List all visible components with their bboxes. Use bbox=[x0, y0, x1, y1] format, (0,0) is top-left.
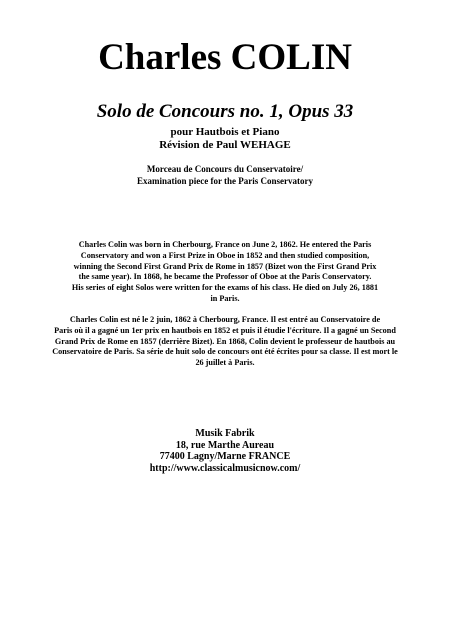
bio-en-line: His series of eight Solos were written for the exams of his class. He died on July 26, 1881 bbox=[71, 283, 379, 293]
bio-fr-line: Grand Prix de Rome en 1857 (derrière Bizet). En 1868, Colin devient le professeur de hautbois au bbox=[54, 336, 396, 346]
publisher-name: Musik Fabrik bbox=[195, 428, 255, 439]
publisher-url[interactable]: http://www.classicalmusicnow.com/ bbox=[149, 462, 301, 474]
bio-fr-line: 26 juillet à Paris. bbox=[195, 358, 255, 368]
composer-name: Charles COLIN bbox=[98, 37, 352, 78]
bio-fr-line: Charles Colin est né le 2 juin, 1862 à Cherbourg, France. Il est entré au Conservatoire de bbox=[69, 315, 381, 324]
piece-title: Solo de Concours no. 1, Opus 33 bbox=[96, 101, 354, 122]
revision-credit: Révision de Paul WEHAGE bbox=[159, 139, 291, 151]
bio-en-line: in Paris. bbox=[210, 293, 240, 303]
subtitle-english: Examination piece for the Paris Conservatory bbox=[136, 176, 314, 186]
bio-en-line: winning the Second First Grand Prix de Rome in 1857 (Bizet won the First Grand Prix bbox=[73, 261, 377, 271]
publisher-city: 77400 Lagny/Marne FRANCE bbox=[159, 451, 291, 462]
bio-en-line: the same year). In 1868, he became the Professor of Oboe at the Paris Conservatory. bbox=[78, 272, 372, 282]
bio-en-line: Charles Colin was born in Cherbourg, France on June 2, 1862. He entered the Paris bbox=[78, 240, 372, 249]
instrumentation: pour Hautbois et Piano bbox=[170, 126, 280, 138]
bio-fr-line: Conservatoire de Paris. Sa série de huit solo de concours ont été écrites pour sa classe. Il est mort le bbox=[52, 347, 398, 357]
biography-english bbox=[40, 240, 410, 305]
bio-fr-line: Paris où il a gagné un 1er prix en hautbois en 1852 et puis il étudie l'écriture. Il a gagné un Second bbox=[54, 325, 396, 335]
biography-french bbox=[40, 315, 410, 369]
bio-en-line: Conservatory and won a First Prize in Oboe in 1852 and then studied composition, bbox=[80, 250, 370, 260]
subtitle-french: Morceau de Concours du Conservatoire/ bbox=[146, 164, 304, 174]
publisher-address bbox=[20, 428, 430, 474]
publisher-street: 18, rue Marthe Aureau bbox=[175, 439, 275, 451]
